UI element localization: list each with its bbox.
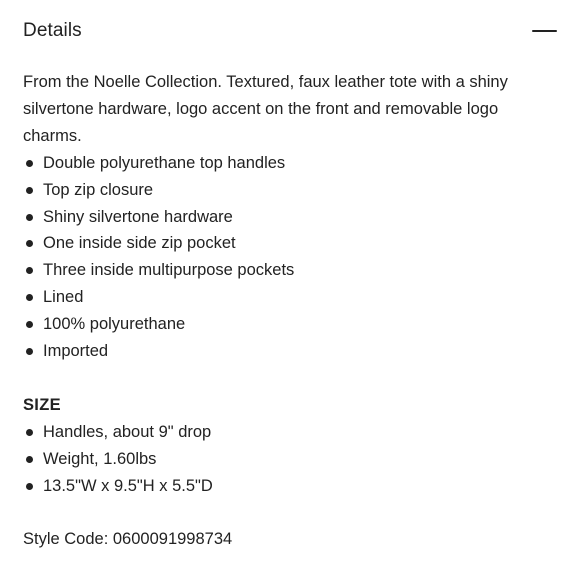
bullet-icon	[26, 294, 33, 301]
bullet-icon	[26, 456, 33, 463]
list-item: Shiny silvertone hardware	[23, 204, 553, 231]
details-title: Details	[23, 20, 82, 41]
list-item: Handles, about 9" drop	[23, 419, 553, 446]
product-description: From the Noelle Collection. Textured, faux leather tote with a shiny silvertone hardware, logo accent on the front and removable logo charms.	[23, 73, 508, 145]
size-list	[23, 419, 553, 500]
bullet-icon	[26, 240, 33, 247]
list-item: Lined	[23, 284, 553, 311]
list-item: One inside side zip pocket	[23, 230, 553, 257]
feature-list	[23, 150, 553, 365]
minus-icon[interactable]	[531, 21, 557, 41]
details-content	[23, 69, 553, 553]
list-item: Imported	[23, 338, 553, 365]
style-code: Style Code: 0600091998734	[23, 530, 233, 549]
list-item: Weight, 1.60lbs	[23, 446, 553, 473]
size-heading: SIZE	[23, 395, 61, 414]
bullet-icon	[26, 214, 33, 221]
bullet-icon	[26, 348, 33, 355]
list-item: Double polyurethane top handles	[23, 150, 553, 177]
list-item: 13.5"W x 9.5"H x 5.5"D	[23, 473, 553, 500]
bullet-icon	[26, 160, 33, 167]
list-item: Top zip closure	[23, 177, 553, 204]
list-item: 100% polyurethane	[23, 311, 553, 338]
bullet-icon	[26, 267, 33, 274]
list-item: Three inside multipurpose pockets	[23, 257, 553, 284]
details-accordion-header[interactable]	[23, 14, 557, 48]
bullet-icon	[26, 429, 33, 436]
bullet-icon	[26, 321, 33, 328]
bullet-icon	[26, 187, 33, 194]
bullet-icon	[26, 483, 33, 490]
